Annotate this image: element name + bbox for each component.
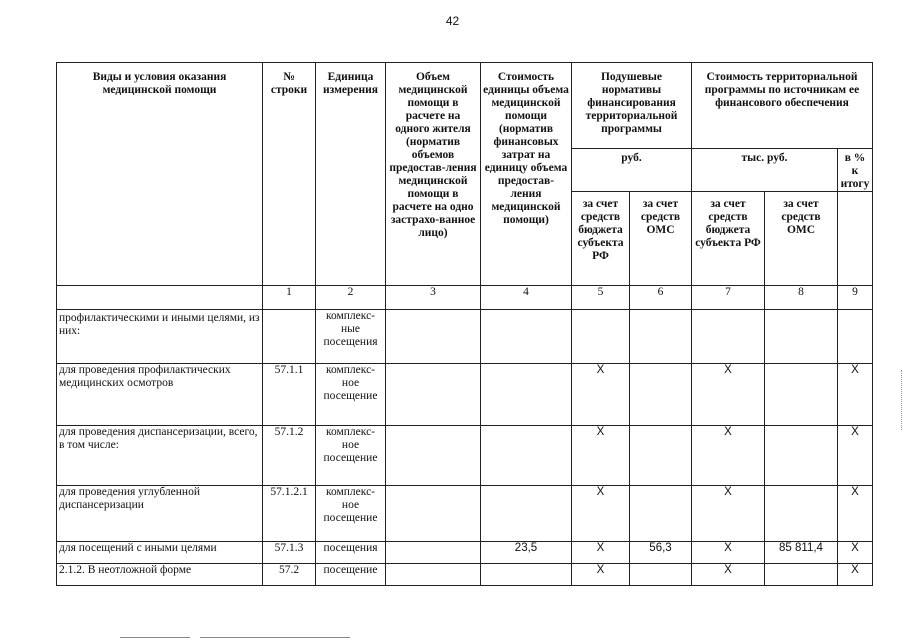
row-oms-2 (765, 564, 838, 586)
row-number: 57.1.1 (263, 364, 316, 426)
row-name: для посещений с иными целями (57, 542, 263, 564)
row-oms-2 (765, 364, 838, 426)
budget-table (56, 62, 873, 586)
row-unit: комплекс-ные посещения (316, 310, 386, 364)
row-budget-rf-2: X (692, 426, 765, 486)
scan-bottom-edge (0, 634, 905, 640)
header-row-number: № строки (263, 63, 316, 286)
header-empty-cell (838, 192, 873, 286)
row-budget-rf-2: X (692, 564, 765, 586)
row-percent-total: X (838, 426, 873, 486)
row-unit: посещения (316, 542, 386, 564)
row-cost: 23,5 (481, 542, 572, 564)
row-oms (630, 364, 692, 426)
column-number-row (57, 286, 873, 310)
row-budget-rf-2: X (692, 542, 765, 564)
column-number: 6 (630, 286, 692, 310)
column-number: 3 (386, 286, 481, 310)
row-cost (481, 310, 572, 364)
column-number-empty (57, 286, 263, 310)
row-oms (630, 486, 692, 542)
row-budget-rf (572, 310, 630, 364)
row-name: для проведения профилактических медицинских осмотров (57, 364, 263, 426)
header-budget-rf-2: за счет средств бюджета субъекта РФ (692, 192, 765, 286)
row-unit: комплекс-ное посещение (316, 426, 386, 486)
page-number: 42 (445, 14, 460, 28)
header-oms: за счет средств ОМС (630, 192, 692, 286)
column-number: 7 (692, 286, 765, 310)
row-oms-2 (765, 310, 838, 364)
row-cost (481, 486, 572, 542)
header-unit: Единица измерения (316, 63, 386, 286)
header-type: Виды и условия оказания медицинской помощи (57, 63, 263, 286)
row-oms-2 (765, 486, 838, 542)
row-oms: 56,3 (630, 542, 692, 564)
row-name: для проведения диспансеризации, всего, в том числе: (57, 426, 263, 486)
row-budget-rf-2: X (692, 364, 765, 426)
header-rub: руб. (572, 149, 692, 192)
row-name: для проведения углубленной диспансеризации (57, 486, 263, 542)
column-number: 9 (838, 286, 873, 310)
row-number: 57.1.2.1 (263, 486, 316, 542)
row-oms (630, 310, 692, 364)
row-budget-rf: X (572, 542, 630, 564)
row-percent-total: X (838, 364, 873, 426)
header-cost: Стоимость единицы объема медицинской помощи (норматив финансовых затрат на единицу объема предостав-ления медицинской помощи) (481, 63, 572, 286)
row-oms (630, 564, 692, 586)
column-number: 8 (765, 286, 838, 310)
row-name: профилактическими и иными целями, из них: (57, 310, 263, 364)
row-cost (481, 364, 572, 426)
row-budget-rf-2 (692, 310, 765, 364)
row-number: 57.1.2 (263, 426, 316, 486)
row-percent-total: X (838, 542, 873, 564)
row-oms-2 (765, 426, 838, 486)
row-percent-total: X (838, 564, 873, 586)
column-number: 4 (481, 286, 572, 310)
row-cost (481, 426, 572, 486)
table-row (57, 310, 873, 364)
row-volume (386, 564, 481, 586)
header-volume: Объем медицинской помощи в расчете на одного жителя (норматив объемов предостав-ления медицинской помощи в расчете на одно застрахо-ванное лицо) (386, 63, 481, 286)
header-oms-2: за счет средств ОМС (765, 192, 838, 286)
row-volume (386, 364, 481, 426)
row-name: 2.1.2. В неотложной форме (57, 564, 263, 586)
header-percent-total: в % к итогу (838, 149, 873, 192)
header-budget-rf: за счет средств бюджета субъекта РФ (572, 192, 630, 286)
row-oms (630, 426, 692, 486)
row-volume (386, 542, 481, 564)
row-number: 57.1.3 (263, 542, 316, 564)
row-cost (481, 564, 572, 586)
table-row (57, 486, 873, 542)
row-unit: комплекс-ное посещение (316, 364, 386, 426)
row-budget-rf-2: X (692, 486, 765, 542)
row-budget-rf: X (572, 564, 630, 586)
table-row (57, 426, 873, 486)
row-percent-total (838, 310, 873, 364)
column-number: 2 (316, 286, 386, 310)
column-number: 1 (263, 286, 316, 310)
header-per-capita: Подушевые нормативы финансирования территориальной программы (572, 63, 692, 149)
scan-edge-mark (901, 370, 903, 430)
row-budget-rf: X (572, 364, 630, 426)
row-volume (386, 310, 481, 364)
row-volume (386, 426, 481, 486)
header-thous-rub: тыс. руб. (692, 149, 838, 192)
table-row (57, 564, 873, 586)
row-unit: комплекс-ное посещение (316, 486, 386, 542)
row-budget-rf: X (572, 426, 630, 486)
row-oms-2: 85 811,4 (765, 542, 838, 564)
row-percent-total: X (838, 486, 873, 542)
row-number (263, 310, 316, 364)
header-program-cost: Стоимость территориальной программы по источникам ее финансового обеспечения (692, 63, 873, 149)
row-budget-rf: X (572, 486, 630, 542)
table-row (57, 542, 873, 564)
row-unit: посещение (316, 564, 386, 586)
column-number: 5 (572, 286, 630, 310)
row-volume (386, 486, 481, 542)
row-number: 57.2 (263, 564, 316, 586)
table-row (57, 364, 873, 426)
